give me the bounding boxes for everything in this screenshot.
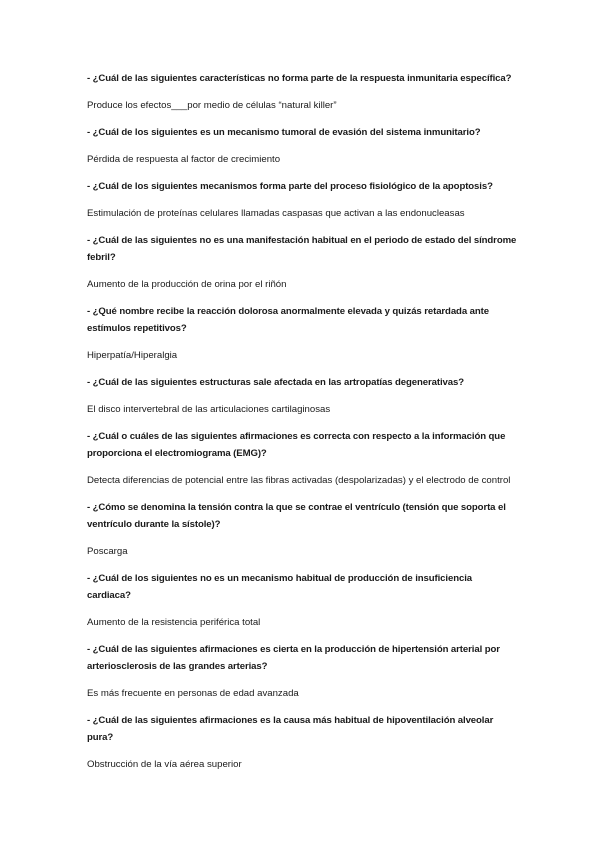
qa-item-5 (87, 303, 517, 364)
qa-item-2 (87, 124, 517, 168)
answer-5: Hiperpatía/Hiperalgia (87, 350, 178, 361)
answer-2: Pérdida de respuesta al factor de crecimiento (87, 154, 281, 165)
qa-item-7 (87, 428, 517, 489)
qa-item-4 (87, 232, 517, 293)
answer-11: Obstrucción de la vía aérea superior (87, 759, 242, 770)
answer-9: Aumento de la resistencia periférica total (87, 617, 261, 628)
question-3: - ¿Cuál de los siguientes mecanismos forma parte del proceso fisiológico de la apoptosis? (87, 181, 493, 192)
answer-6: El disco intervertebral de las articulaciones cartilaginosas (87, 404, 331, 415)
qa-item-10 (87, 641, 517, 702)
answer-7: Detecta diferencias de potencial entre las fibras activadas (despolarizadas) y el electrodo de control (87, 475, 511, 486)
question-7: - ¿Cuál o cuáles de las siguientes afirmaciones es correcta con respecto a la información que proporciona el electromiograma (EMG)? (87, 431, 506, 459)
answer-10: Es más frecuente en personas de edad avanzada (87, 688, 299, 699)
answer-1: Produce los efectos___por medio de células “natural killer” (87, 100, 337, 111)
qa-item-8 (87, 499, 517, 560)
question-2: - ¿Cuál de los siguientes es un mecanismo tumoral de evasión del sistema inmunitario? (87, 127, 481, 138)
question-11: - ¿Cuál de las siguientes afirmaciones es la causa más habitual de hipoventilación alveolar pura? (87, 715, 494, 743)
answer-8: Poscarga (87, 546, 128, 557)
document-page (87, 70, 517, 783)
question-8: - ¿Cómo se denomina la tensión contra la que se contrae el ventrículo (tensión que soporta el ventrículo durante la sístole)? (87, 502, 506, 530)
answer-4: Aumento de la producción de orina por el riñón (87, 279, 287, 290)
qa-item-11 (87, 712, 517, 773)
qa-item-3 (87, 178, 517, 222)
question-10: - ¿Cuál de las siguientes afirmaciones es cierta en la producción de hipertensión arterial por arteriosclerosis de las grandes arterias? (87, 644, 500, 672)
qa-item-6 (87, 374, 517, 418)
question-6: - ¿Cuál de las siguientes estructuras sale afectada en las artropatías degenerativas? (87, 377, 465, 388)
question-1: - ¿Cuál de las siguientes características no forma parte de la respuesta inmunitaria específica? (87, 73, 512, 84)
question-4: - ¿Cuál de las siguientes no es una manifestación habitual en el periodo de estado del síndrome febril? (87, 235, 517, 263)
answer-3: Estimulación de proteínas celulares llamadas caspasas que activan a las endonucleasas (87, 208, 465, 219)
question-5: - ¿Qué nombre recibe la reacción dolorosa anormalmente elevada y quizás retardada ante estímulos repetitivos? (87, 306, 489, 334)
qa-item-9 (87, 570, 517, 631)
qa-item-1 (87, 70, 517, 114)
question-9: - ¿Cuál de los siguientes no es un mecanismo habitual de producción de insuficiencia cardiaca? (87, 573, 473, 601)
